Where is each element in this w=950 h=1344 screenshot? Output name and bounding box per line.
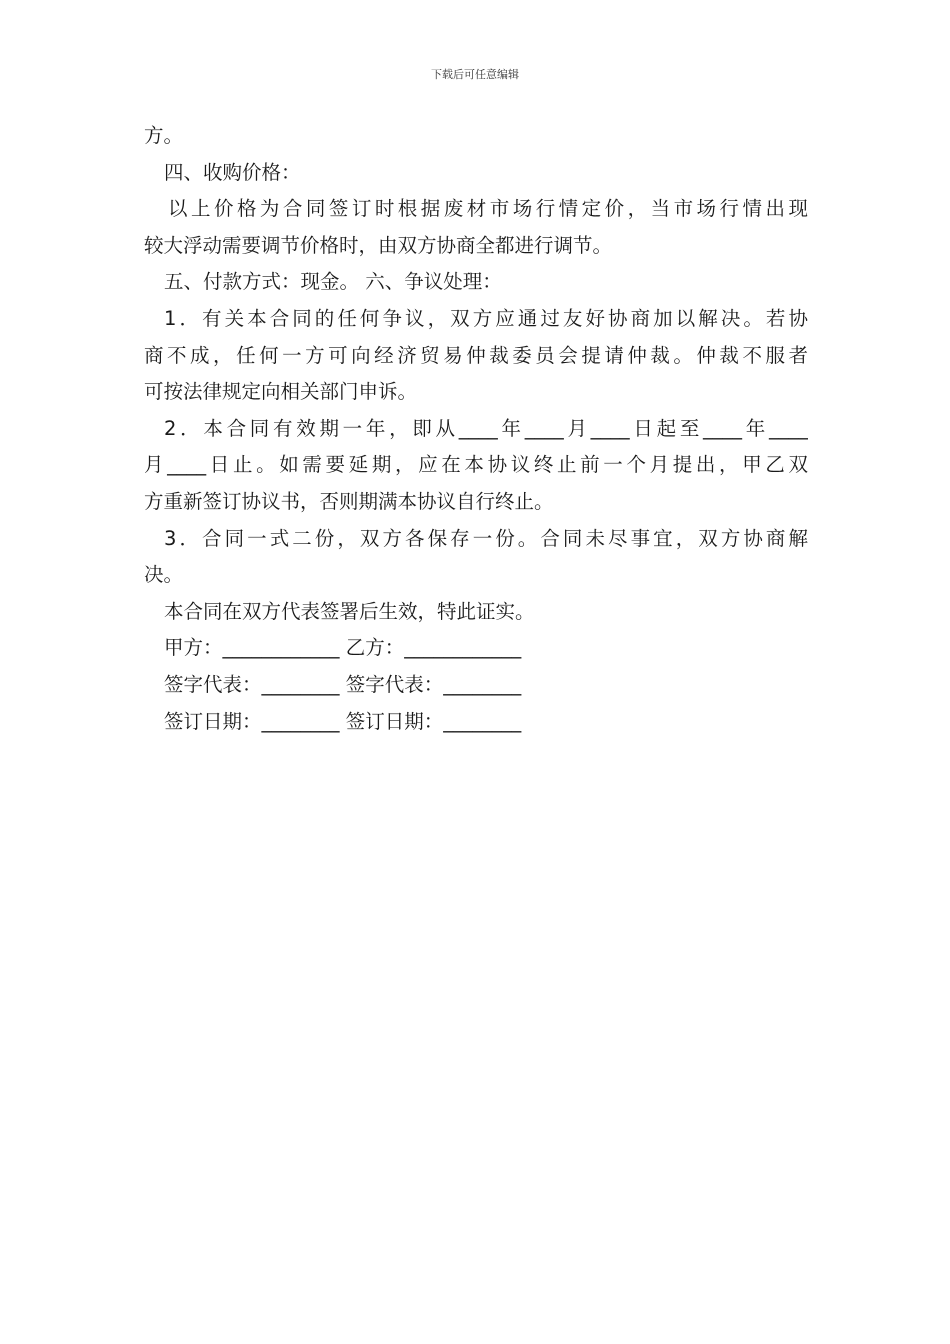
clause-1-line: 1．有关本合同的任何争议，双方应通过友好协商加以解决。若协 [164, 306, 808, 330]
page-header: 下载后可任意编辑 [431, 68, 519, 81]
paragraph-line: 较大浮动需要调节价格时，由双方协商全都进行调节。 [144, 233, 613, 257]
clause-3-line: 决。 [144, 563, 184, 587]
effective-statement: 本合同在双方代表签署后生效，特此证实。 [164, 599, 535, 623]
clause-1-line: 商不成，任何一方可向经济贸易仲裁委员会提请仲裁。仲裁不服者 [144, 343, 808, 367]
section-heading-payment: 五、付款方式：现金。 六、争议处理： [164, 270, 502, 294]
section-heading-price: 四、收购价格： [164, 160, 301, 184]
signature-dates: 签订日期：________ 签订日期：________ [164, 709, 522, 733]
clause-2-line: 2．本合同有效期一年，即从____年____月____日起至____年____ [164, 416, 808, 440]
clause-2-line: 月____日止。如需要延期，应在本协议终止前一个月提出，甲乙双 [144, 453, 808, 477]
clause-2-line: 方重新签订协议书，否则期满本协议自行终止。 [144, 489, 554, 513]
paragraph-line: 以上价格为合同签订时根据废材市场行情定价，当市场行情出现 [168, 197, 808, 221]
clause-3-line: 3．合同一式二份，双方各保存一份。合同未尽事宜，双方协商解 [164, 526, 808, 550]
clause-1-line: 可按法律规定向相关部门申诉。 [144, 380, 418, 404]
signature-representatives: 签字代表：________ 签字代表：________ [164, 672, 522, 696]
document-body [144, 118, 808, 740]
signature-parties: 甲方：____________ 乙方：____________ [164, 636, 522, 660]
paragraph-line: 方。 [144, 124, 184, 147]
